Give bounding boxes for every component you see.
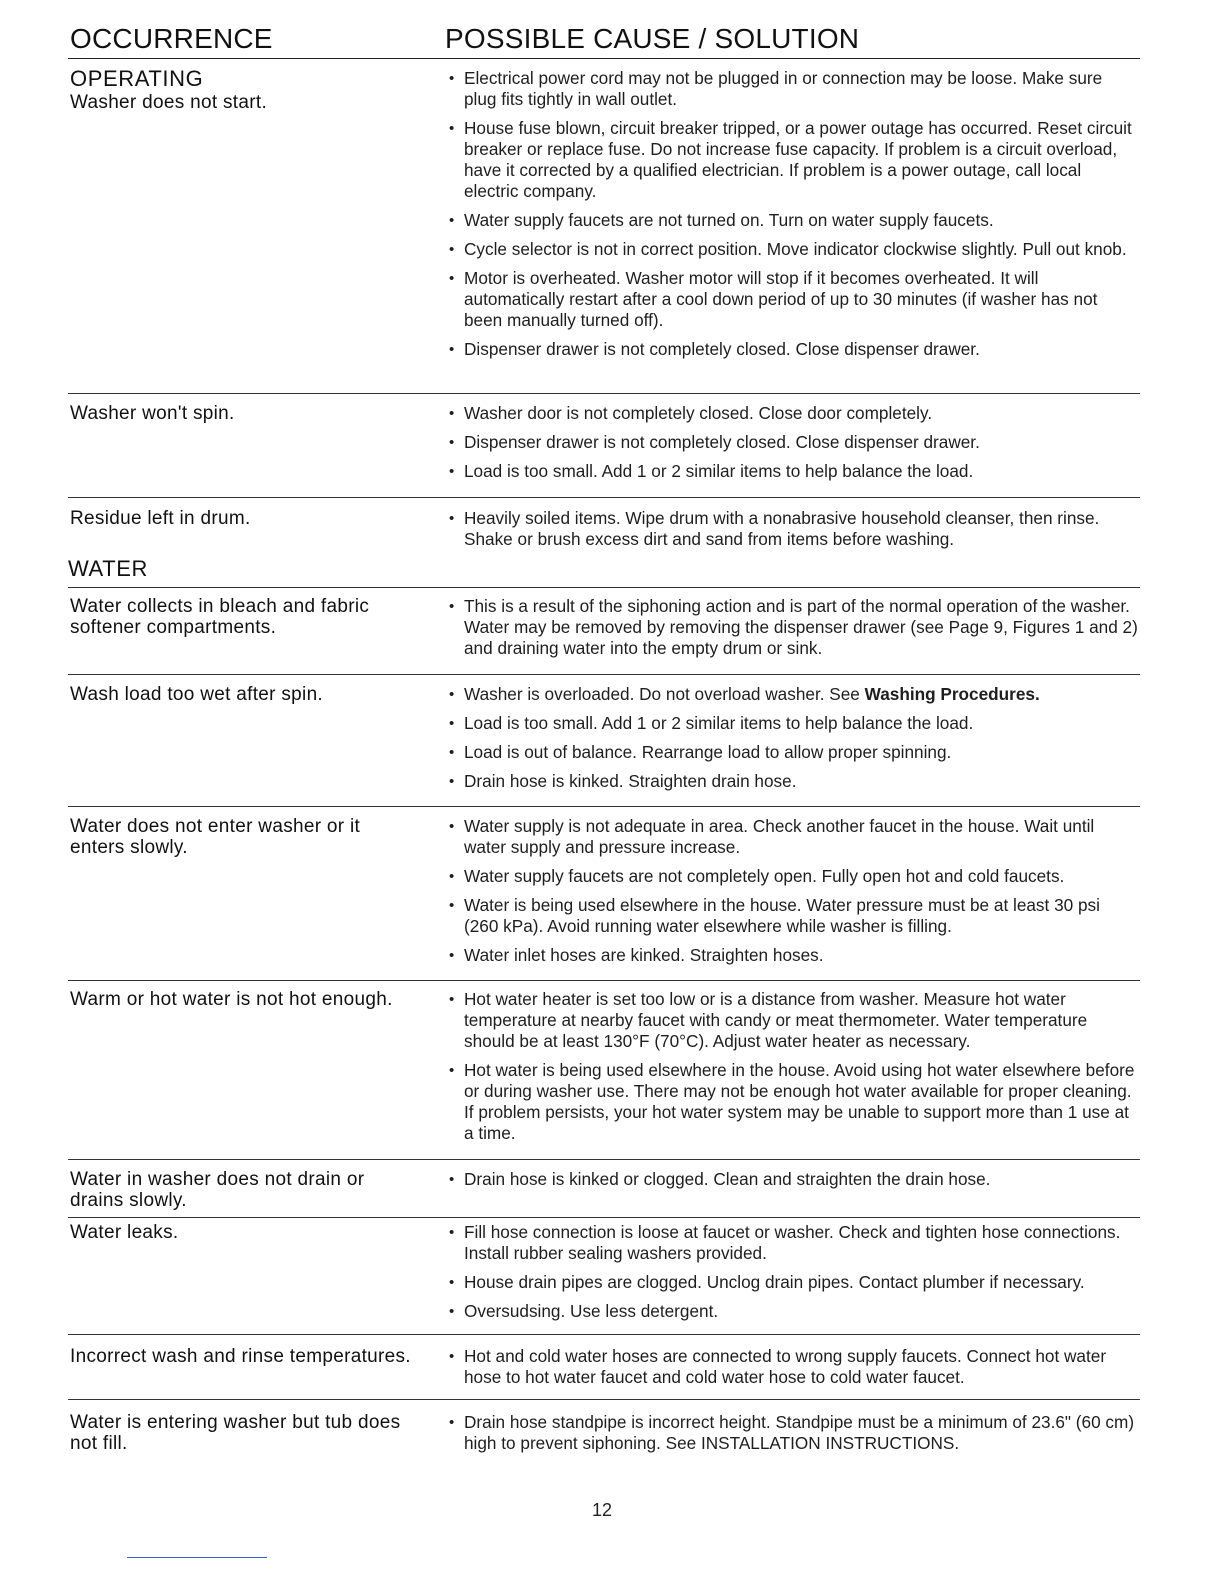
table-row xyxy=(68,816,1140,981)
table-row xyxy=(68,508,1140,548)
occurrence-text: Water does not enter washer or it enters slowly. xyxy=(70,816,361,858)
occurrence-text: Water in washer does not drain or drains slowly. xyxy=(70,1169,365,1211)
cause-list xyxy=(449,508,1139,558)
cause-item: • Water supply faucets are not turned on. Turn on water supply faucets. xyxy=(449,210,1139,231)
cause-item: • Washer door is not completely closed. Close door completely. xyxy=(449,403,1139,424)
occurrence-text: Incorrect wash and rinse temperatures. xyxy=(70,1346,411,1367)
row-divider xyxy=(68,806,1140,807)
cause-item: • Fill hose connection is loose at faucet or washer. Check and tighten hose connections. Install rubber sealing washers provided. xyxy=(449,1222,1139,1264)
cause-item: • Load is out of balance. Rearrange load to allow proper spinning. xyxy=(449,742,1139,763)
cause-list xyxy=(449,1169,1139,1198)
cause-header: POSSIBLE CAUSE / SOLUTION xyxy=(445,23,860,54)
cause-list xyxy=(449,596,1139,667)
row-divider xyxy=(68,393,1140,394)
occurrence-text: Wash load too wet after spin. xyxy=(70,684,324,705)
occurrence-text: Warm or hot water is not hot enough. xyxy=(70,989,393,1010)
row-divider xyxy=(68,1334,1140,1335)
row-divider xyxy=(68,1159,1140,1160)
occurrence-cell xyxy=(70,816,415,858)
occurrence-header: OCCURRENCE xyxy=(70,23,273,54)
cause-item: • Dispenser drawer is not completely closed. Close dispenser drawer. xyxy=(449,432,1139,453)
cause-item: • Water is being used elsewhere in the house. Water pressure must be at least 30 psi (260 kPa). Avoid running water elsewhere while washer is filling. xyxy=(449,895,1139,937)
cause-item: • House drain pipes are clogged. Unclog drain pipes. Contact plumber if necessary. xyxy=(449,1272,1139,1293)
table-row xyxy=(68,684,1140,807)
header-divider xyxy=(68,58,1140,59)
occurrence-text: Water is entering washer but tub does not fill. xyxy=(70,1412,401,1454)
cause-item: • Drain hose is kinked or clogged. Clean and straighten the drain hose. xyxy=(449,1169,1139,1190)
cause-item: • Water supply is not adequate in area. Check another faucet in the house. Wait until water supply and pressure increase. xyxy=(449,816,1139,858)
table-row xyxy=(68,1346,1140,1400)
cause-item: • Heavily soiled items. Wipe drum with a nonabrasive household cleanser, then rinse. Shake or brush excess dirt and sand from items before washing. xyxy=(449,508,1139,550)
table-row xyxy=(68,403,1140,498)
footer-rule xyxy=(127,1557,267,1558)
occurrence-text: Washer does not start. xyxy=(70,92,268,113)
occurrence-cell xyxy=(70,1222,415,1243)
cause-list xyxy=(449,816,1139,974)
cause-item: • Water supply faucets are not completely open. Fully open hot and cold faucets. xyxy=(449,866,1139,887)
cause-list xyxy=(449,684,1139,800)
category-label: OPERATING xyxy=(70,66,204,91)
cause-item: • This is a result of the siphoning action and is part of the normal operation of the washer. Water may be removed by removing the dispenser drawer (see Page 9, Figures 1 and 2) and draining water into the empty drum or sink. xyxy=(449,596,1139,659)
occurrence-text: Washer won't spin. xyxy=(70,403,235,424)
occurrence-cell xyxy=(70,508,415,529)
table-row xyxy=(68,1412,1140,1462)
occurrence-cell xyxy=(70,403,415,424)
cause-item: • Hot water heater is set too low or is a distance from washer. Measure hot water temperature at nearby faucet with candy or meat thermometer. Water temperature should be at least 130°F (70°C). Adjust water heater as necessary. xyxy=(449,989,1139,1052)
row-divider xyxy=(68,980,1140,981)
table-row xyxy=(68,1169,1140,1218)
cause-text: Washer is overloaded. Do not overload washer. See xyxy=(464,684,860,704)
cause-list xyxy=(449,68,1139,368)
cause-item: • Dispenser drawer is not completely closed. Close dispenser drawer. xyxy=(449,339,1139,360)
occurrence-cell xyxy=(70,989,415,1010)
row-divider xyxy=(68,674,1140,675)
cause-item: • Load is too small. Add 1 or 2 similar items to help balance the load. xyxy=(449,461,1139,482)
occurrence-cell xyxy=(70,66,415,113)
cause-item: • Hot water is being used elsewhere in the house. Avoid using hot water elsewhere before or during washer use. There may not be enough hot water available for proper cleaning. If problem persists, your hot water system may be unable to support more than 1 use at a time. xyxy=(449,1060,1139,1144)
table-row xyxy=(68,989,1140,1160)
cause-item: • Motor is overheated. Washer motor will stop if it becomes overheated. It will automatically restart after a cool down period of up to 30 minutes (if washer has not been manually turned off). xyxy=(449,268,1139,331)
row-divider xyxy=(68,497,1140,498)
cause-item: • Drain hose standpipe is incorrect height. Standpipe must be a minimum of 23.6" (60 cm) high to prevent siphoning. See INSTALLATION INSTRUCTIONS. xyxy=(449,1412,1139,1454)
occurrence-text: Water collects in bleach and fabric softener compartments. xyxy=(70,596,370,638)
cause-item: • Oversudsing. Use less detergent. xyxy=(449,1301,1139,1322)
cause-item: • Drain hose is kinked. Straighten drain hose. xyxy=(449,771,1139,792)
cause-item: • Cycle selector is not in correct position. Move indicator clockwise slightly. Pull out knob. xyxy=(449,239,1139,260)
row-divider xyxy=(68,1399,1140,1400)
cause-list xyxy=(449,1412,1139,1462)
occurrence-cell xyxy=(70,596,415,638)
cause-item: • House fuse blown, circuit breaker tripped, or a power outage has occurred. Reset circuit breaker or replace fuse. Do not increase fuse capacity. If problem is a circuit overload, have it corrected by a qualified electrician. If problem is a power outage, call local electric company. xyxy=(449,118,1139,202)
row-divider xyxy=(68,1217,1140,1218)
cause-item: • Electrical power cord may not be plugged in or connection may be loose. Make sure plug fits tightly in wall outlet. xyxy=(449,68,1139,110)
cause-list xyxy=(449,403,1139,490)
cause-list xyxy=(449,989,1139,1152)
category-label: WATER xyxy=(68,556,148,581)
row-divider xyxy=(68,587,1140,588)
cause-item xyxy=(449,684,1139,705)
table-row xyxy=(68,596,1140,675)
cause-list xyxy=(449,1222,1139,1330)
washing-procedures-reference: Washing Procedures. xyxy=(864,684,1040,704)
occurrence-text: Residue left in drum. xyxy=(70,508,251,529)
cause-item: • Water inlet hoses are kinked. Straighten hoses. xyxy=(449,945,1139,966)
page-number: 12 xyxy=(591,1500,613,1520)
occurrence-cell xyxy=(70,1412,415,1454)
table-row xyxy=(68,66,1140,394)
cause-item: • Load is too small. Add 1 or 2 similar items to help balance the load. xyxy=(449,713,1139,734)
occurrence-cell xyxy=(70,1346,415,1367)
cause-item: • Hot and cold water hoses are connected to wrong supply faucets. Connect hot water hose to hot water faucet and cold water hose to cold water faucet. xyxy=(449,1346,1139,1388)
occurrence-text: Water leaks. xyxy=(70,1222,179,1243)
cause-list xyxy=(449,1346,1139,1396)
occurrence-cell xyxy=(70,1169,415,1211)
occurrence-cell xyxy=(70,684,415,705)
table-row xyxy=(68,1222,1140,1335)
